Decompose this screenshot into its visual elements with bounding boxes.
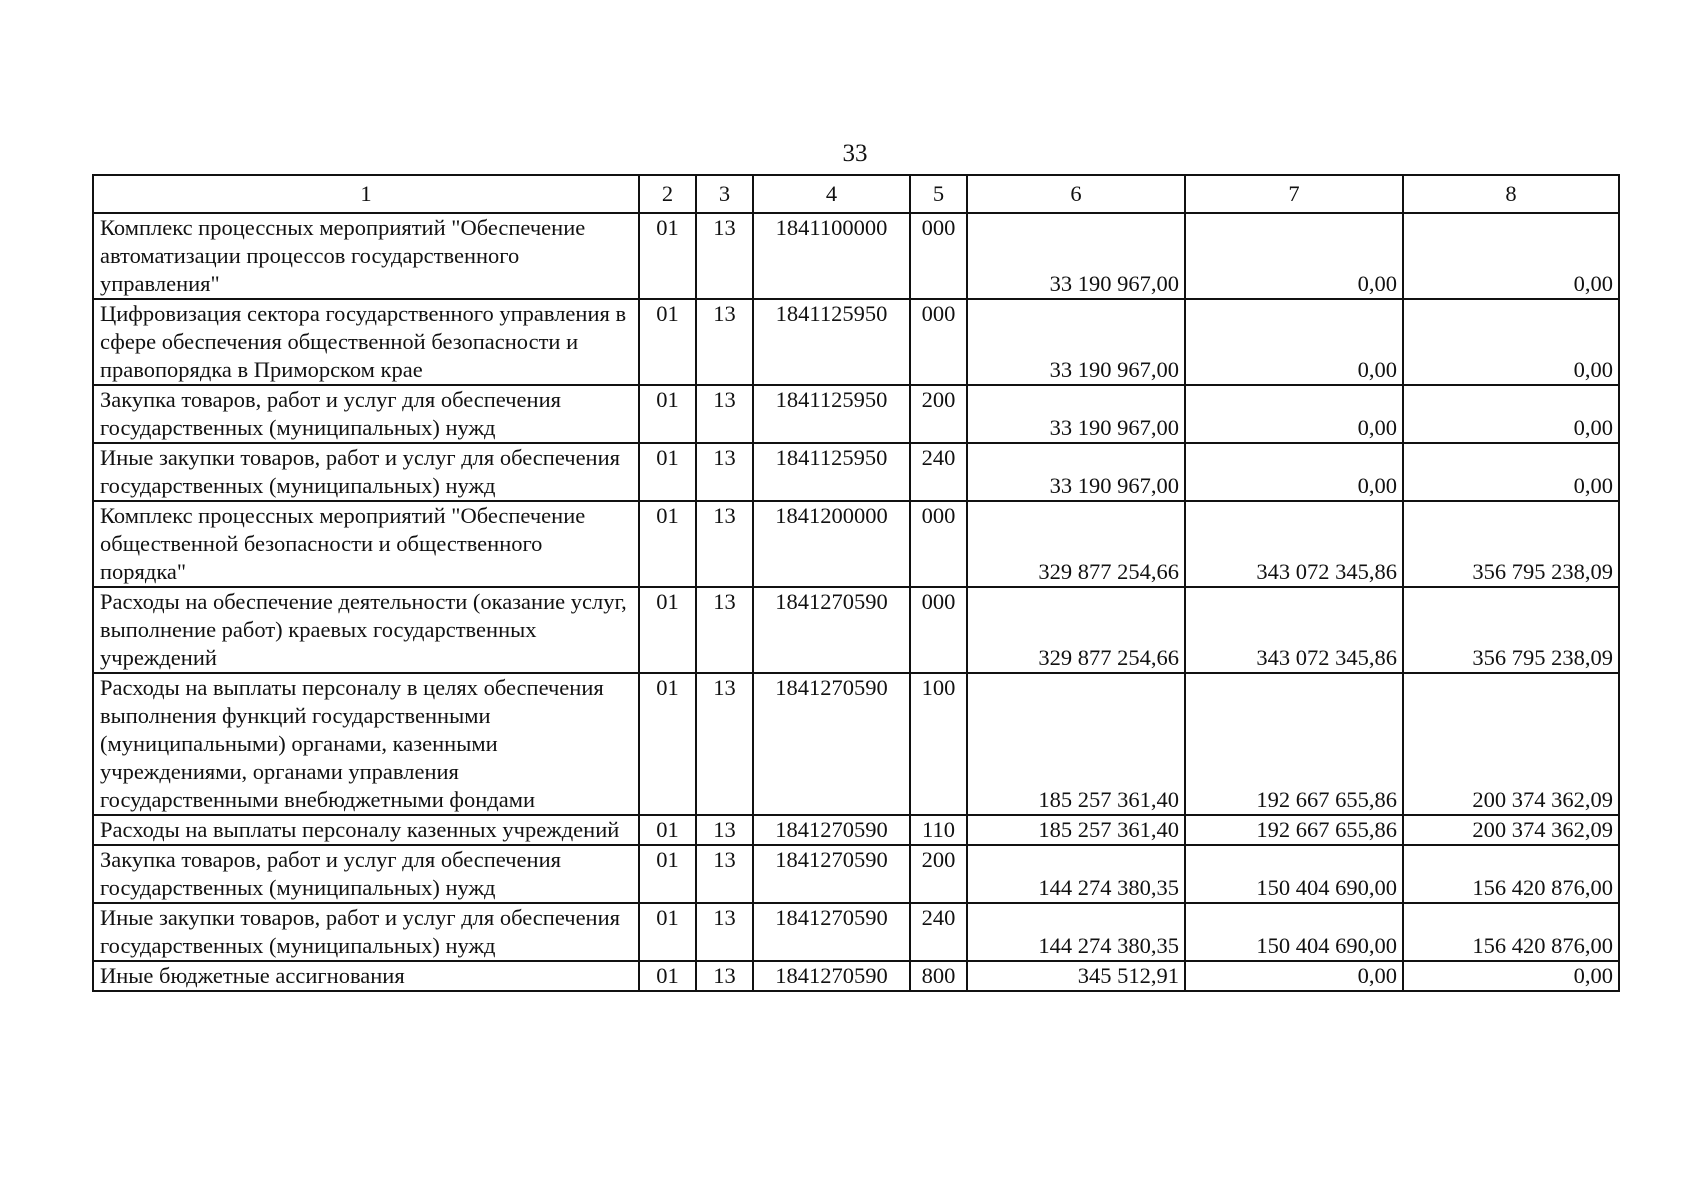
row-name: Закупка товаров, работ и услуг для обеспечения государственных (муниципальных) нужд [93,845,639,903]
row-target-item: 1841270590 [753,587,910,673]
row-section: 01 [639,845,696,903]
row-name: Иные бюджетные ассигнования [93,961,639,991]
row-section: 01 [639,213,696,299]
row-amount-8: 0,00 [1403,213,1619,299]
row-amount-6: 185 257 361,40 [967,673,1185,815]
budget-table [92,174,1620,992]
row-expense-type: 000 [910,587,967,673]
row-expense-type: 240 [910,443,967,501]
row-amount-6: 33 190 967,00 [967,385,1185,443]
row-amount-8: 356 795 238,09 [1403,501,1619,587]
row-target-item: 1841270590 [753,815,910,845]
row-amount-6: 144 274 380,35 [967,903,1185,961]
row-amount-6: 33 190 967,00 [967,213,1185,299]
header-col-1: 1 [93,175,639,213]
row-expense-type: 000 [910,299,967,385]
row-amount-8: 200 374 362,09 [1403,815,1619,845]
header-col-2: 2 [639,175,696,213]
row-amount-6: 329 877 254,66 [967,587,1185,673]
row-amount-8: 356 795 238,09 [1403,587,1619,673]
row-section: 01 [639,587,696,673]
row-target-item: 1841270590 [753,903,910,961]
row-amount-7: 0,00 [1185,385,1403,443]
row-subsection: 13 [696,845,753,903]
row-amount-8: 156 420 876,00 [1403,903,1619,961]
row-subsection: 13 [696,903,753,961]
header-row [93,175,1619,213]
row-subsection: 13 [696,213,753,299]
table-row [93,213,1619,299]
row-target-item: 1841200000 [753,501,910,587]
row-expense-type: 240 [910,903,967,961]
table-row [93,299,1619,385]
row-section: 01 [639,673,696,815]
row-target-item: 1841125950 [753,299,910,385]
table-row [93,385,1619,443]
table-row [93,961,1619,991]
row-amount-7: 343 072 345,86 [1185,501,1403,587]
row-amount-6: 33 190 967,00 [967,299,1185,385]
row-amount-7: 0,00 [1185,213,1403,299]
row-amount-7: 0,00 [1185,961,1403,991]
row-target-item: 1841100000 [753,213,910,299]
row-amount-8: 0,00 [1403,385,1619,443]
row-expense-type: 800 [910,961,967,991]
row-section: 01 [639,299,696,385]
row-amount-7: 192 667 655,86 [1185,673,1403,815]
row-subsection: 13 [696,501,753,587]
table-row [93,673,1619,815]
row-amount-8: 200 374 362,09 [1403,673,1619,815]
row-subsection: 13 [696,587,753,673]
row-amount-6: 185 257 361,40 [967,815,1185,845]
row-section: 01 [639,903,696,961]
table-row [93,501,1619,587]
header-col-8: 8 [1403,175,1619,213]
row-section: 01 [639,961,696,991]
row-amount-7: 0,00 [1185,443,1403,501]
row-amount-6: 144 274 380,35 [967,845,1185,903]
row-subsection: 13 [696,961,753,991]
header-col-5: 5 [910,175,967,213]
row-amount-6: 33 190 967,00 [967,443,1185,501]
header-col-6: 6 [967,175,1185,213]
row-name: Цифровизация сектора государственного управления в сфере обеспечения общественной безопасности и правопорядка в Приморском крае [93,299,639,385]
row-amount-7: 150 404 690,00 [1185,845,1403,903]
row-amount-7: 150 404 690,00 [1185,903,1403,961]
row-expense-type: 200 [910,385,967,443]
row-amount-8: 156 420 876,00 [1403,845,1619,903]
table-row [93,903,1619,961]
row-section: 01 [639,443,696,501]
row-amount-7: 0,00 [1185,299,1403,385]
row-section: 01 [639,815,696,845]
header-col-7: 7 [1185,175,1403,213]
row-section: 01 [639,385,696,443]
row-name: Комплекс процессных мероприятий "Обеспечение автоматизации процессов государственного управления" [93,213,639,299]
table-row [93,845,1619,903]
row-subsection: 13 [696,443,753,501]
row-expense-type: 000 [910,501,967,587]
row-amount-7: 343 072 345,86 [1185,587,1403,673]
row-target-item: 1841125950 [753,443,910,501]
table-row [93,815,1619,845]
row-amount-8: 0,00 [1403,299,1619,385]
row-amount-8: 0,00 [1403,961,1619,991]
row-amount-8: 0,00 [1403,443,1619,501]
row-expense-type: 110 [910,815,967,845]
row-expense-type: 100 [910,673,967,815]
row-target-item: 1841270590 [753,961,910,991]
row-amount-6: 329 877 254,66 [967,501,1185,587]
row-name: Расходы на выплаты персоналу казенных учреждений [93,815,639,845]
row-name: Расходы на выплаты персоналу в целях обеспечения выполнения функций государственными (муниципальными) органами, казенными учреждениями, органами управления государственными внебюджетными фондами [93,673,639,815]
row-name: Расходы на обеспечение деятельности (оказание услуг, выполнение работ) краевых государственных учреждений [93,587,639,673]
row-amount-7: 192 667 655,86 [1185,815,1403,845]
row-subsection: 13 [696,385,753,443]
table-row [93,443,1619,501]
row-expense-type: 000 [910,213,967,299]
row-target-item: 1841125950 [753,385,910,443]
header-col-3: 3 [696,175,753,213]
row-target-item: 1841270590 [753,673,910,815]
header-col-4: 4 [753,175,910,213]
row-name: Комплекс процессных мероприятий "Обеспечение общественной безопасности и общественного порядка" [93,501,639,587]
row-expense-type: 200 [910,845,967,903]
row-subsection: 13 [696,299,753,385]
row-amount-6: 345 512,91 [967,961,1185,991]
row-name: Иные закупки товаров, работ и услуг для обеспечения государственных (муниципальных) нужд [93,903,639,961]
row-name: Закупка товаров, работ и услуг для обеспечения государственных (муниципальных) нужд [93,385,639,443]
row-name: Иные закупки товаров, работ и услуг для обеспечения государственных (муниципальных) нужд [93,443,639,501]
row-subsection: 13 [696,815,753,845]
row-target-item: 1841270590 [753,845,910,903]
table-row [93,587,1619,673]
row-section: 01 [639,501,696,587]
page-number: 33 [842,140,868,167]
row-subsection: 13 [696,673,753,815]
